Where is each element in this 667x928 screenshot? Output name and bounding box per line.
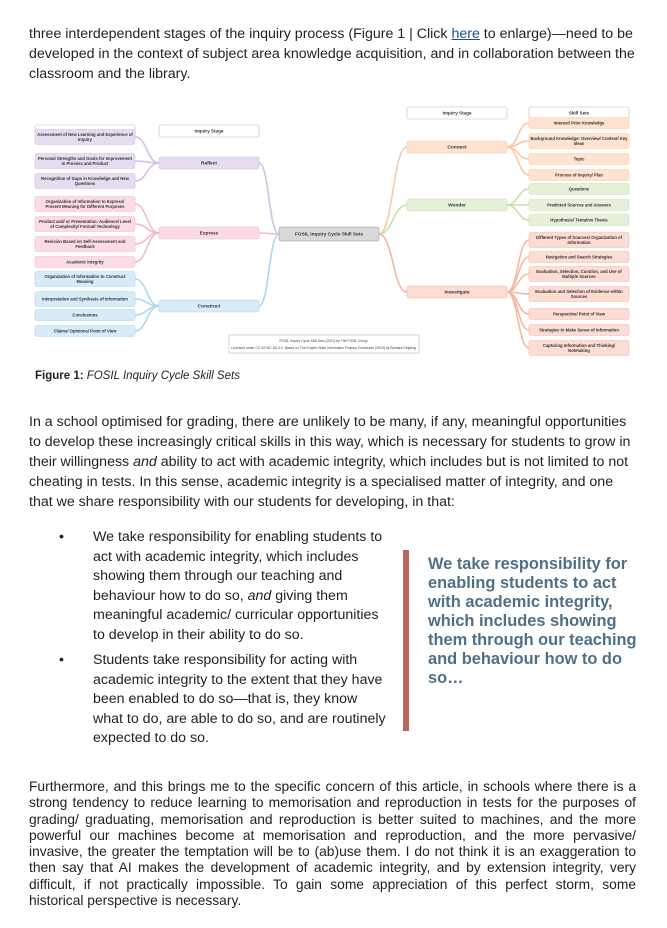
skill-box bbox=[529, 154, 629, 165]
pullquote: We take responsibility for enabling students to act with academic integrity, which includes showing them through our teaching and behaviour how to do so… bbox=[428, 555, 637, 687]
credit-box bbox=[229, 335, 419, 353]
list-item-text: We take responsibility for enabling students to act with academic integrity, which includes showing them through our teaching and behaviour how to do so, and giving them meaningful academic/ curricular opportunities to develop in their ability to do so. bbox=[93, 529, 383, 643]
connector-reflect bbox=[259, 163, 279, 234]
skill-box bbox=[35, 326, 135, 337]
svg-text:Assessment of New Learning and: Assessment of New Learning and Experience of Inquiry bbox=[37, 132, 133, 142]
skill-box bbox=[529, 309, 629, 320]
stage-construct bbox=[159, 300, 259, 312]
body-paragraph-3: Furthermore, and this brings me to the specific concern of this article, in schools where there is a strong tendency to reduce learning to memorisation and reproduction in tests for the purposes of grading/ graduating, memorisation and reproduction is better suited to machines, and the more powerful our machines become at memorisation and reproduction, and the more pervasive/ invasive, the greater the temptation will be to (ab)use them. I do not think it is an exaggeration to then say that AI makes the development of academic integrity, and by extension integrity, very difficult, if not practically impossible. To gain some appreciation of this perfect storm, some historical perspective is necessary. bbox=[29, 779, 636, 909]
connector-construct-skill bbox=[135, 299, 159, 306]
svg-text:Interest/ Prior Knowledge: Interest/ Prior Knowledge bbox=[553, 120, 605, 126]
svg-text:Evaluation, Selection, Curatio: Evaluation, Selection, Curation, and Use of Multiple Sources bbox=[536, 269, 622, 279]
inquiry-cycle-figure[interactable] bbox=[29, 101, 636, 363]
responsibility-list bbox=[57, 528, 387, 755]
skill-box bbox=[35, 174, 135, 189]
connector-connect-skill bbox=[507, 141, 529, 147]
svg-text:Background Knowledge: Overview: Background Knowledge: Overview/ Context/ Key Ideas bbox=[530, 136, 628, 146]
stage-wonder bbox=[407, 199, 507, 211]
skill-box bbox=[529, 215, 629, 226]
skill-box bbox=[529, 267, 629, 282]
connector-construct bbox=[259, 234, 279, 306]
credit-line: FOSIL Inquiry Cycle Skill Sets (2021) by The FOSIL Group. bbox=[279, 339, 369, 343]
caption-label: Figure 1: bbox=[35, 370, 84, 382]
svg-text:Navigation and Search Strategi: Navigation and Search Strategies bbox=[545, 254, 613, 260]
svg-text:Claims/ Opinions/ Point of Vie: Claims/ Opinions/ Point of View bbox=[53, 328, 117, 334]
figure-caption bbox=[35, 369, 240, 383]
stage-express bbox=[159, 227, 259, 239]
intro-text-end: to enlarge)—need to be developed in the context of subject area knowledge acquisition, and in collaboration between the classroom and the library. bbox=[29, 26, 635, 82]
connector-investigate-skill bbox=[507, 292, 529, 348]
svg-text:Interpretation and Synthesis o: Interpretation and Synthesis of Information bbox=[42, 296, 128, 302]
skill-box bbox=[529, 233, 629, 248]
svg-text:Personal Strengths and Goals f: Personal Strengths and Goals for Improvement in Process and Product bbox=[37, 156, 133, 166]
skill-box bbox=[529, 252, 629, 263]
connector-connect-skill bbox=[507, 147, 529, 175]
connector-reflect-skill bbox=[135, 163, 159, 181]
connector-investigate-skill bbox=[507, 292, 529, 330]
skill-box bbox=[529, 325, 629, 336]
svg-text:Capturing Information and Thin: Capturing Information and Thinking/ Notetaking bbox=[542, 343, 616, 353]
svg-text:Revision Based on Self-Assessm: Revision Based on Self-Assessment and Feedback bbox=[44, 239, 126, 249]
header-inquiry-stage-right bbox=[407, 107, 507, 119]
connector-wonder-skill bbox=[507, 205, 529, 220]
svg-text:Investigate: Investigate bbox=[444, 290, 470, 296]
svg-text:Construct: Construct bbox=[197, 304, 221, 310]
connector-express bbox=[259, 233, 279, 234]
bullet-marker: • bbox=[59, 529, 64, 545]
svg-text:Different Types of Sources/ Or: Different Types of Sources/ Organization of Information bbox=[535, 235, 623, 245]
skill-box bbox=[35, 257, 135, 268]
svg-text:Connect: Connect bbox=[447, 145, 467, 151]
svg-text:Skill Sets: Skill Sets bbox=[568, 110, 590, 116]
svg-text:Evaluation and Selection of Ev: Evaluation and Selection of Evidence within Sources bbox=[535, 289, 623, 299]
skill-box bbox=[35, 154, 135, 169]
intro-text-start: three interdependent stages of the inquiry process (Figure 1 | Click bbox=[29, 26, 452, 42]
connector-wonder-skill bbox=[507, 189, 529, 205]
svg-text:Conclusions: Conclusions bbox=[72, 312, 98, 318]
skill-box bbox=[35, 217, 135, 232]
svg-text:Hypothesis/ Tentative Thesis: Hypothesis/ Tentative Thesis bbox=[550, 217, 608, 223]
skill-box bbox=[35, 310, 135, 321]
center-node bbox=[279, 227, 379, 241]
svg-text:FOSIL Inquiry Cycle Skill Sets: FOSIL Inquiry Cycle Skill Sets bbox=[294, 232, 364, 238]
svg-text:Organization of Information to: Organization of Information to Express/ Present Meaning for Different Purposes bbox=[45, 199, 125, 209]
header-inquiry-stage-left bbox=[159, 125, 259, 137]
stage-investigate bbox=[407, 286, 507, 298]
svg-text:Predicted Sources and Answers: Predicted Sources and Answers bbox=[547, 202, 611, 208]
skill-box bbox=[529, 184, 629, 195]
header-skill-sets-right bbox=[529, 107, 629, 119]
svg-text:Organization of Information to: Organization of Information to Construct Meaning bbox=[44, 274, 126, 284]
intro-paragraph bbox=[29, 24, 636, 84]
credit-line: Licensed under CC BY-NC-SA 4.0. Based on The Empire State Information Fluency Continuum (2019) by Barbara Stripling. bbox=[231, 346, 417, 350]
skill-box bbox=[35, 130, 135, 145]
skill-box bbox=[529, 118, 629, 129]
svg-text:Express: Express bbox=[199, 231, 219, 237]
list-item-text: Students take responsibility for acting with academic integrity to the extent that they have been enabled to do so—that is, they know what to do, are able to do so, and are routinely expected to do so. bbox=[93, 652, 386, 746]
list-item bbox=[57, 528, 387, 645]
stage-reflect bbox=[159, 157, 259, 169]
body-paragraph-2: In a school optimised for grading, there are unlikely to be many, if any, meaningful opportunities to develop these increasingly critical skills in this way, which is necessary for students to grow in their willingness and ability to act with academic integrity, which includes but is not limited to not cheating in tests. In this sense, academic integrity is a specialised matter of integrity, and one that we share responsibility with our students for developing, in that: bbox=[29, 414, 631, 510]
skill-box bbox=[35, 197, 135, 212]
skill-box bbox=[529, 200, 629, 211]
mindmap-diagram bbox=[29, 101, 636, 363]
skill-box bbox=[35, 272, 135, 287]
skill-box bbox=[529, 134, 629, 149]
svg-text:Process of Inquiry/ Plan: Process of Inquiry/ Plan bbox=[555, 172, 603, 178]
skill-box bbox=[35, 237, 135, 252]
skill-box bbox=[529, 287, 629, 302]
caption-title: FOSIL Inquiry Cycle Skill Sets bbox=[86, 370, 240, 382]
svg-text:Wonder: Wonder bbox=[448, 203, 466, 209]
svg-text:Academic Integrity: Academic Integrity bbox=[66, 259, 104, 265]
svg-text:Reflect: Reflect bbox=[201, 161, 217, 167]
svg-text:Questions: Questions bbox=[568, 186, 590, 192]
skill-box bbox=[529, 170, 629, 181]
svg-text:Topic: Topic bbox=[573, 156, 585, 162]
skill-box bbox=[35, 292, 135, 307]
enlarge-figure-link[interactable]: here bbox=[451, 26, 480, 42]
svg-text:Product and/ or Presentation:: Product and/ or Presentation: Audience/ Level of Complexity/ Format/ Technology bbox=[39, 219, 131, 229]
svg-text:Inquiry Stage: Inquiry Stage bbox=[194, 128, 224, 134]
stage-connect bbox=[407, 141, 507, 153]
svg-text:Inquiry Stage: Inquiry Stage bbox=[442, 110, 472, 116]
connector-investigate bbox=[379, 234, 407, 292]
skill-box bbox=[529, 341, 629, 356]
svg-text:Recognition of Gaps in Knowled: Recognition of Gaps in Knowledge and New Questions bbox=[41, 176, 129, 186]
list-item bbox=[57, 651, 387, 749]
svg-text:Strategies to Make Sense of In: Strategies to Make Sense of Information bbox=[539, 327, 619, 333]
svg-text:Perspective/ Point of View: Perspective/ Point of View bbox=[552, 311, 606, 317]
connector-express-skill bbox=[135, 233, 159, 262]
bullet-marker: • bbox=[59, 652, 64, 668]
connector-reflect-skill bbox=[135, 137, 159, 163]
pullquote-bar bbox=[403, 550, 409, 731]
